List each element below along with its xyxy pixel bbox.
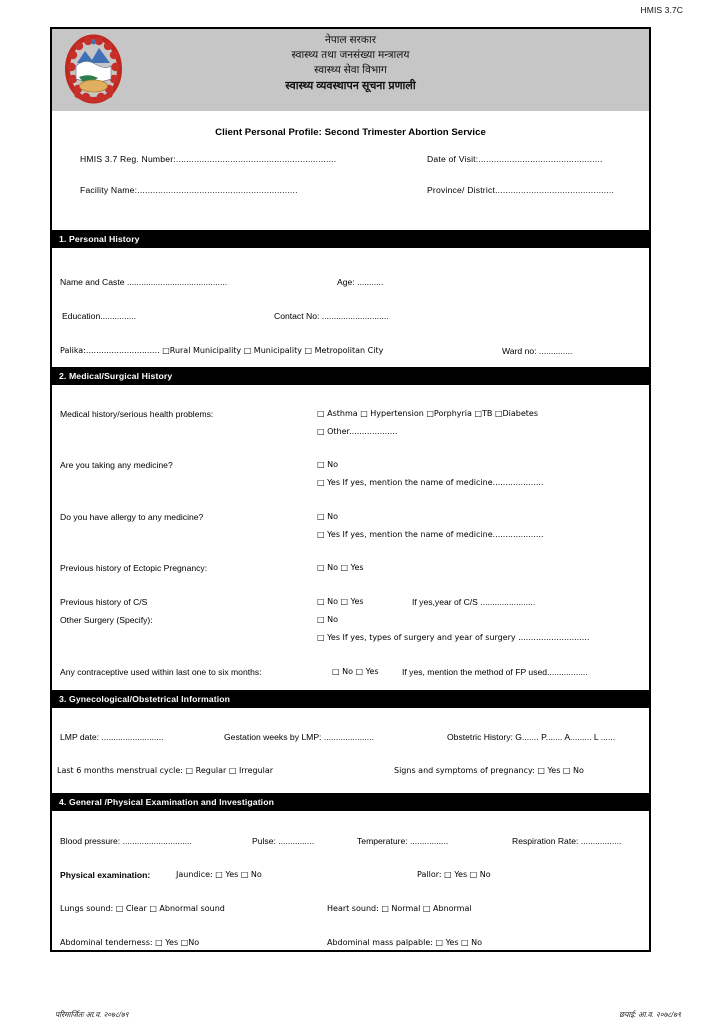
option-contraceptive-used[interactable]: □ No □ Yes — [332, 667, 379, 676]
question-medical-history: Medical history/serious health problems: — [60, 409, 214, 419]
option-other-surgery-yes[interactable]: □ Yes If yes, types of surgery and year of surgery ............................ — [317, 633, 590, 642]
identification-row — [52, 154, 649, 185]
section-body-personal-history — [52, 248, 649, 367]
education-field[interactable]: Education............... — [62, 311, 137, 321]
gov-line-ministry: स्वास्थ्य तथा जनसंख्या मन्त्रालय — [291, 48, 410, 61]
facility-name-field[interactable]: Facility Name:.............................................................. — [80, 185, 298, 195]
form-outer-box — [50, 27, 651, 952]
option-ectopic-pregnancy[interactable]: □ No □ Yes — [317, 563, 364, 572]
age-field[interactable]: Age: ........... — [337, 277, 384, 287]
title-block — [52, 111, 649, 138]
options-medical-history-other[interactable]: □ Other................... — [317, 427, 398, 436]
option-allergy-yes[interactable]: □ Yes If yes, mention the name of medicine.................... — [317, 530, 544, 539]
options-medical-history[interactable]: □ Asthma □ Hypertension □Porphyria □TB □Diabetes — [317, 409, 539, 418]
gov-line-hmis: स्वास्थ्य व्यवस्थापन सूचना प्रणाली — [285, 79, 416, 92]
jaundice-options[interactable]: Jaundice: □ Yes □ No — [176, 870, 262, 879]
temperature-field[interactable]: Temperature: ................ — [357, 836, 449, 846]
question-ectopic-pregnancy: Previous history of Ectopic Pregnancy: — [60, 563, 208, 573]
gestation-weeks-field[interactable]: Gestation weeks by LMP: ..................... — [224, 732, 374, 742]
pulse-field[interactable]: Pulse: ............... — [252, 836, 315, 846]
option-taking-medicine-no[interactable]: □ No — [317, 460, 338, 469]
section-header-gynecological-obstetrical: 3. Gynecological/Obstetrical Information — [52, 690, 649, 708]
identification-block — [52, 138, 649, 230]
menstrual-cycle-options[interactable]: Last 6 months menstrual cycle: □ Regular □ Irregular — [57, 766, 274, 775]
gov-line-department: स्वास्थ्य सेवा विभाग — [314, 63, 387, 76]
section-body-medical-surgical-history — [52, 385, 649, 690]
footer-print-note: छपाई: आ.व. २०७८/७९ — [619, 1010, 681, 1019]
page-title: Client Personal Profile: Second Trimester Abortion Service — [215, 127, 486, 138]
abdominal-tenderness-options[interactable]: Abdominal tenderness: □ Yes □No — [60, 938, 200, 947]
nepal-government-emblem-icon — [65, 33, 122, 105]
reg-number-field[interactable]: HMIS 3.7 Reg. Number:.............................................................. — [80, 154, 337, 164]
identification-row — [52, 185, 649, 216]
section-body-gynecological-obstetrical — [52, 708, 649, 793]
contact-no-field[interactable]: Contact No: ............................ — [274, 311, 389, 321]
hmis-form-code: HMIS 3.7C — [640, 5, 683, 15]
blood-pressure-field[interactable]: Blood pressure: ............................. — [60, 836, 192, 846]
obstetric-history-field[interactable]: Obstetric History: G....... P....... A......... L ...... — [447, 732, 616, 742]
lmp-date-field[interactable]: LMP date: .......................... — [60, 732, 164, 742]
option-previous-cs[interactable]: □ No □ Yes — [317, 597, 364, 606]
question-previous-cs: Previous history of C/S — [60, 597, 148, 607]
question-contraceptive-used: Any contraceptive used within last one to six months: — [60, 667, 262, 677]
palika-field[interactable]: Palika:............................. □Rural Municipality □ Municipality □ Metropolitan City — [60, 346, 384, 355]
pallor-options[interactable]: Pallor: □ Yes □ No — [417, 870, 491, 879]
question-other-surgery: Other Surgery (Specify): — [60, 615, 153, 625]
section-header-personal-history: 1. Personal History — [52, 230, 649, 248]
lungs-sound-options[interactable]: Lungs sound: □ Clear □ Abnormal sound — [60, 904, 225, 913]
gov-line-country: नेपाल सरकार — [324, 34, 377, 46]
question-allergy-medicine: Do you have allergy to any medicine? — [60, 512, 204, 522]
option-other-surgery-no[interactable]: □ No — [317, 615, 338, 624]
abdominal-mass-options[interactable]: Abdominal mass palpable: □ Yes □ No — [327, 938, 483, 947]
pregnancy-signs-options[interactable]: Signs and symptoms of pregnancy: □ Yes □ No — [394, 766, 584, 775]
section-header-general-physical-exam: 4. General /Physical Examination and Investigation — [52, 793, 649, 811]
section-body-general-physical-exam — [52, 811, 649, 964]
province-district-field[interactable]: Province/ District.............................................. — [427, 185, 615, 195]
field-year-of-cs[interactable]: If yes,year of C/S ....................... — [412, 597, 536, 607]
question-taking-medicine: Are you taking any medicine? — [60, 460, 173, 470]
section-header-medical-surgical-history: 2. Medical/Surgical History — [52, 367, 649, 385]
field-fp-method-used[interactable]: If yes, mention the method of FP used................. — [402, 667, 588, 677]
option-allergy-no[interactable]: □ No — [317, 512, 338, 521]
heart-sound-options[interactable]: Heart sound: □ Normal □ Abnormal — [327, 904, 472, 913]
footer-revision-note: परिमार्जितः आ.व. २०७८/७९ — [55, 1010, 129, 1019]
name-and-caste-field[interactable]: Name and Caste .......................................... — [60, 277, 228, 287]
respiration-rate-field[interactable]: Respiration Rate: ................. — [512, 836, 622, 846]
physical-examination-label: Physical examination: — [60, 870, 151, 880]
government-header — [52, 29, 649, 111]
option-taking-medicine-yes[interactable]: □ Yes If yes, mention the name of medicine.................... — [317, 478, 544, 487]
ward-no-field[interactable]: Ward no: .............. — [502, 346, 573, 356]
date-of-visit-field[interactable]: Date of Visit:................................................ — [427, 154, 603, 164]
